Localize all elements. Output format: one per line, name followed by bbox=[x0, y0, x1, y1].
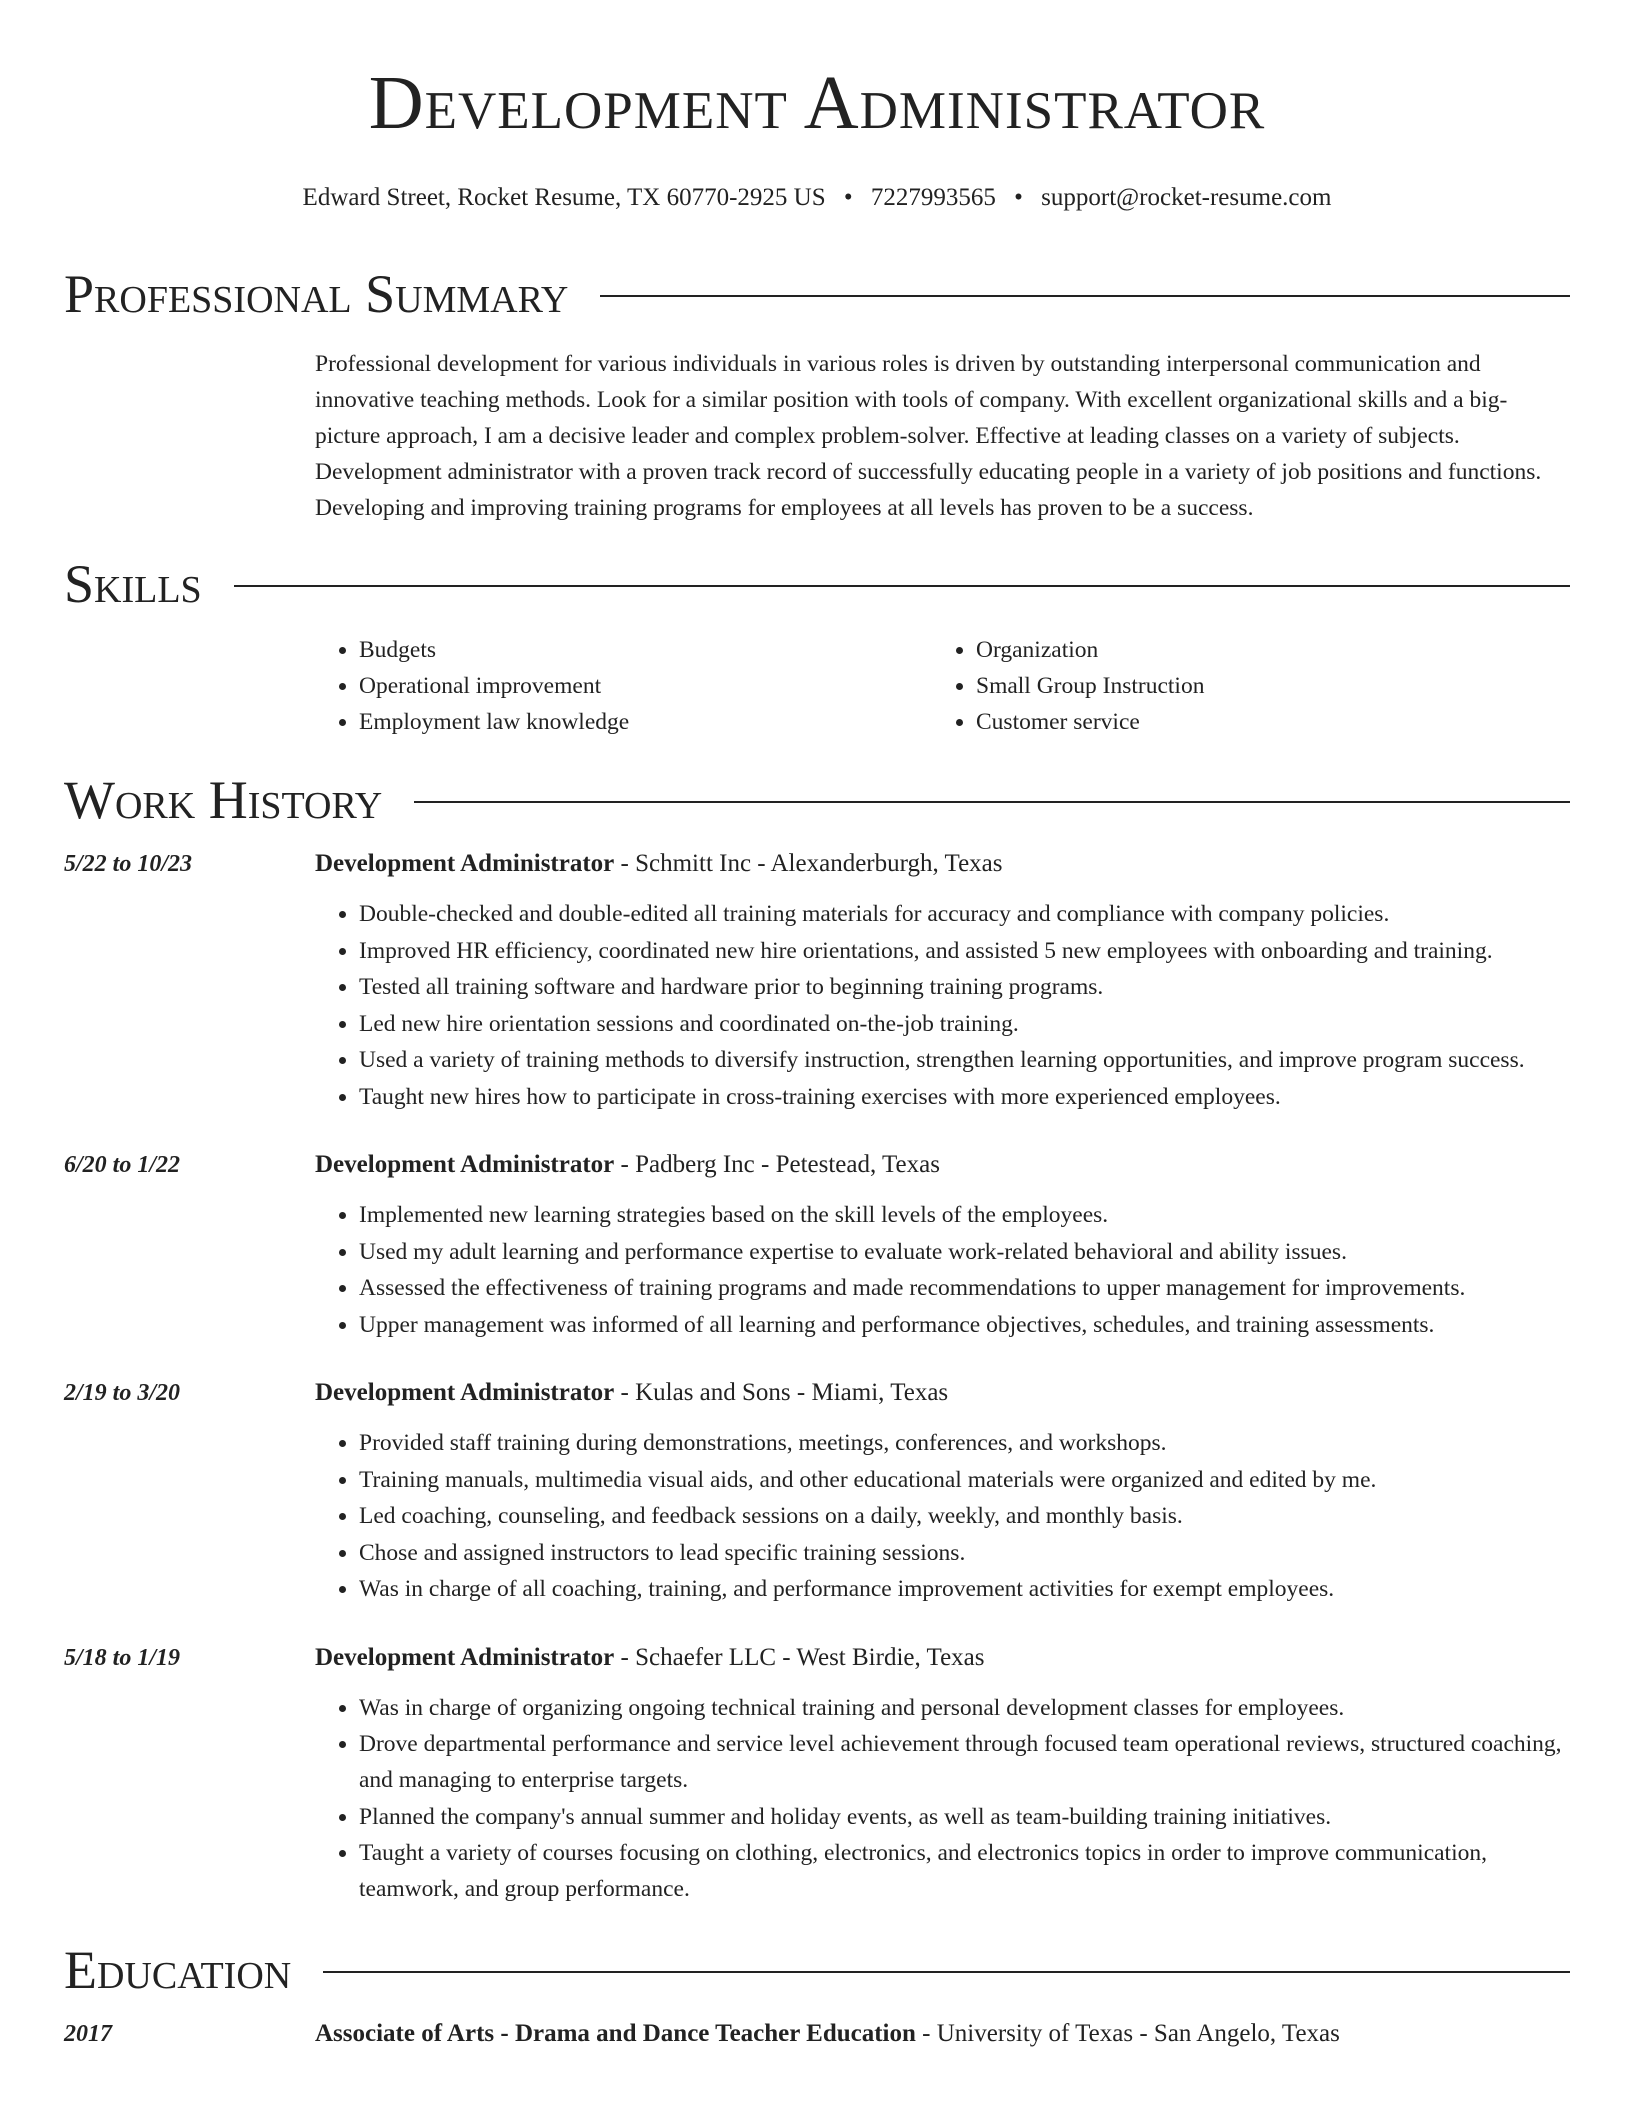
education-year: 2017 bbox=[64, 2020, 112, 2047]
job-bullet: • Taught new hires how to participate in cross-training exercises with more experienced employees. bbox=[359, 1079, 1570, 1115]
job-details: - Kulas and Sons - Miami, Texas bbox=[614, 1379, 949, 1406]
job-bullet: • Provided staff training during demonstrations, meetings, conferences, and workshops. bbox=[359, 1425, 1570, 1461]
job-bullet: • Used a variety of training methods to diversify instruction, strengthen learning opportunities, and improve program success. bbox=[359, 1042, 1570, 1078]
job-details: - Schaefer LLC - West Birdie, Texas bbox=[614, 1643, 985, 1671]
work-history-heading bbox=[64, 768, 1570, 832]
job-bullet: • Double-checked and double-edited all training materials for accuracy and compliance with company policies. bbox=[359, 896, 1570, 932]
job-dates: 6/20 to 1/22 bbox=[64, 1152, 181, 1178]
job-body bbox=[315, 846, 1570, 1115]
job-details: - Schmitt Inc - Alexanderburgh, Texas bbox=[614, 850, 1003, 877]
summary-heading bbox=[64, 262, 1570, 326]
job-dates: 5/18 to 1/19 bbox=[64, 1644, 181, 1671]
job-entry bbox=[64, 1147, 1570, 1343]
contact-address: Edward Street, Rocket Resume, TX 60770-2925 US bbox=[302, 184, 826, 211]
job-bullet: • Led coaching, counseling, and feedback sessions on a daily, weekly, and monthly basis. bbox=[359, 1498, 1570, 1534]
work-history-heading-text: Work History bbox=[64, 770, 383, 830]
job-title: Development Administrator bbox=[315, 850, 615, 877]
education-heading-text: Education bbox=[64, 1939, 292, 2000]
contact-phone: 7227993565 bbox=[870, 184, 996, 211]
education-details: - University of Texas - San Angelo, Texas bbox=[915, 2019, 1340, 2047]
job-details: - Padberg Inc - Petestead, Texas bbox=[614, 1151, 940, 1178]
job-title: Development Administrator bbox=[315, 1151, 615, 1178]
job-bullets bbox=[315, 1425, 1570, 1607]
job-bullet: • Chose and assigned instructors to lead specific training sessions. bbox=[359, 1535, 1570, 1571]
skill-item: • Customer service bbox=[976, 704, 1549, 740]
education-line bbox=[315, 2016, 1570, 2052]
job-title: Development Administrator bbox=[315, 1643, 615, 1671]
job-body bbox=[315, 1375, 1570, 1608]
summary-text: Professional development for various individuals in various roles is driven by outstanding interpersonal communication and innovative teaching methods. Look for a similar position with tools of company. With excellent organizational skills and a big-picture approach, I am a decisive leader and complex problem-solver. Effective at leading classes on a variety of subjects. Development administrator with a proven track record of successfully educating people in a variety of job positions and functions. Developing and improving training programs for employees at all levels has proven to be a success. bbox=[315, 351, 1542, 521]
summary-heading-text: Professional Summary bbox=[64, 264, 569, 324]
job-bullet: • Led new hire orientation sessions and coordinated on-the-job training. bbox=[359, 1006, 1570, 1042]
education-degree: Associate of Arts - Drama and Dance Teacher Education bbox=[315, 2019, 916, 2047]
job-bullet: • Improved HR efficiency, coordinated new hire orientations, and assisted 5 new employees with onboarding and training. bbox=[359, 933, 1570, 969]
skill-item: • Small Group Instruction bbox=[976, 668, 1549, 704]
job-bullet: • Upper management was informed of all learning and performance objectives, schedules, and training assessments. bbox=[359, 1307, 1570, 1343]
job-dates: 2/19 to 3/20 bbox=[64, 1380, 181, 1406]
job-bullet: • Was in charge of all coaching, training, and performance improvement activities for exempt employees. bbox=[359, 1571, 1570, 1607]
resume-page bbox=[64, 0, 1570, 2052]
job-bullet: • Taught a variety of courses focusing on clothing, electronics, and electronics topics in order to improve communication, teamwork, and group performance. bbox=[359, 1835, 1570, 1907]
contact-separator: • bbox=[1014, 184, 1023, 211]
job-entry bbox=[64, 1375, 1570, 1608]
job-bullets bbox=[315, 896, 1570, 1115]
skill-item: • Employment law knowledge bbox=[359, 704, 932, 740]
job-bullet: • Was in charge of organizing ongoing technical training and personal development classes for employees. bbox=[359, 1690, 1570, 1726]
job-title-line bbox=[315, 1147, 1570, 1183]
job-bullet: • Planned the company's annual summer and holiday events, as well as team-building training initiatives. bbox=[359, 1799, 1570, 1835]
skill-item: • Organization bbox=[976, 632, 1549, 668]
section-divider bbox=[234, 585, 1570, 587]
contact-line bbox=[64, 182, 1570, 214]
skills-heading-text: Skills bbox=[64, 554, 202, 614]
job-bullet: • Used my adult learning and performance expertise to evaluate work-related behavioral and ability issues. bbox=[359, 1234, 1570, 1270]
job-bullet: • Implemented new learning strategies based on the skill levels of the employees. bbox=[359, 1197, 1570, 1233]
job-bullet: • Drove departmental performance and service level achievement through focused team operational reviews, structured coaching, and managing to enterprise targets. bbox=[359, 1726, 1570, 1798]
job-entry bbox=[64, 1640, 1570, 1908]
job-bullet: • Assessed the effectiveness of training programs and made recommendations to upper management for improvements. bbox=[359, 1270, 1570, 1306]
job-bullet: • Training manuals, multimedia visual aids, and other educational materials were organized and edited by me. bbox=[359, 1462, 1570, 1498]
job-title: Development Administrator bbox=[315, 1379, 615, 1406]
skill-item: • Budgets bbox=[359, 632, 932, 668]
skills-list bbox=[315, 632, 1570, 740]
section-divider bbox=[414, 801, 1570, 803]
section-divider bbox=[600, 295, 1570, 297]
job-bullets bbox=[315, 1197, 1570, 1343]
contact-separator: • bbox=[843, 184, 853, 211]
job-entry bbox=[64, 846, 1570, 1115]
resume-name: Development Administrator bbox=[368, 61, 1266, 145]
skill-item: • Operational improvement bbox=[359, 668, 932, 704]
job-title-line bbox=[315, 846, 1570, 882]
job-body bbox=[315, 1147, 1570, 1343]
job-dates: 5/22 to 10/23 bbox=[64, 851, 193, 877]
skills-column-right bbox=[932, 632, 1549, 740]
education-entry bbox=[64, 2016, 1570, 2052]
job-bullet: • Tested all training software and hardware prior to beginning training programs. bbox=[359, 969, 1570, 1005]
section-divider bbox=[323, 1971, 1570, 1973]
job-title-line bbox=[315, 1375, 1570, 1411]
job-bullets bbox=[315, 1690, 1570, 1908]
education-body bbox=[315, 2016, 1570, 2052]
job-body bbox=[315, 1640, 1570, 1908]
skills-column-left bbox=[315, 632, 932, 740]
job-title-line bbox=[315, 1640, 1570, 1676]
contact-email: support@rocket-resume.com bbox=[1041, 184, 1332, 211]
skills-heading bbox=[64, 552, 1570, 616]
education-heading bbox=[64, 1938, 1570, 2002]
